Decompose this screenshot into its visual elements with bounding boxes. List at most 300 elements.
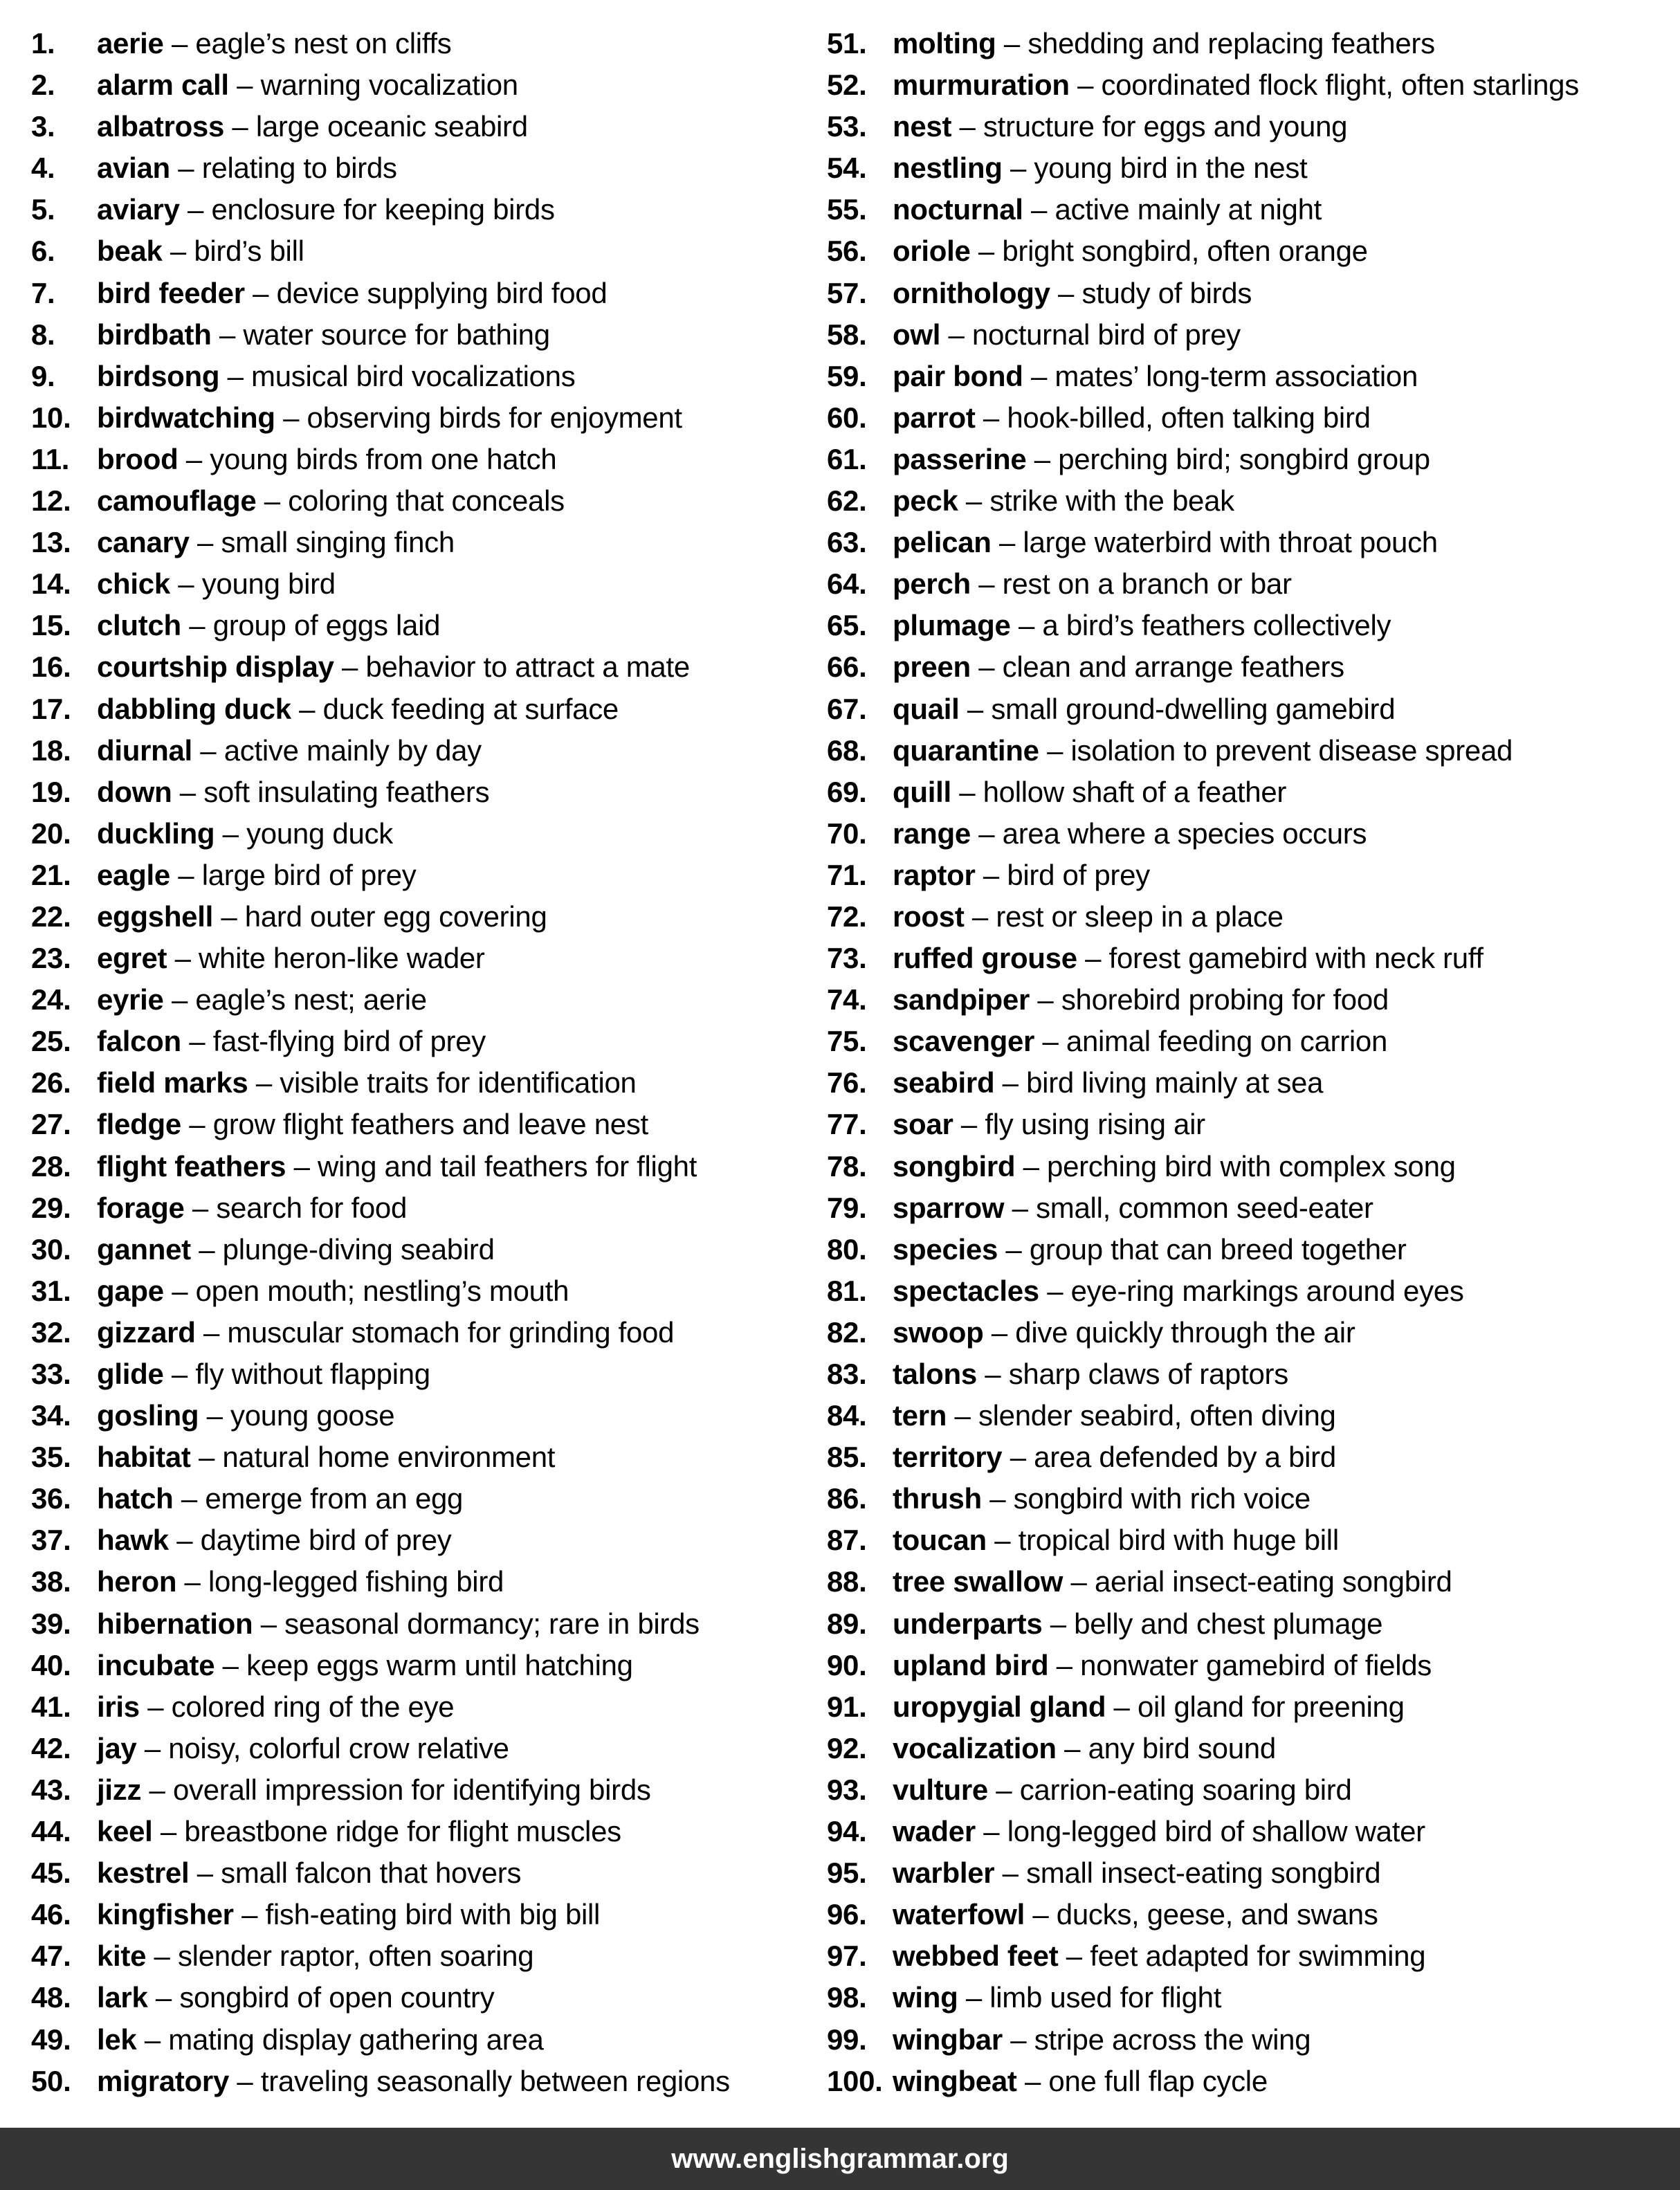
item-term: pair bond [893,359,1023,392]
vocabulary-item [827,66,1579,108]
vocabulary-item [31,648,730,690]
vocabulary-item [827,1023,1579,1064]
item-entry [97,524,455,565]
vocabulary-item [31,1688,730,1730]
item-entry [893,1023,1387,1064]
vocabulary-item [827,732,1579,774]
item-number: 61. [827,442,867,475]
item-definition: group of eggs laid [212,609,441,642]
item-definition: slender raptor, often soaring [177,1940,534,1973]
vocabulary-item [827,1356,1579,1397]
item-term: wingbar [893,2023,1003,2056]
item-number: 30. [31,1232,71,1266]
item-definition: young bird in the nest [1034,152,1308,185]
item-term: nestling [893,152,1003,185]
item-term: birdsong [97,359,220,392]
item-term: quail [893,692,960,725]
item-separator: – [181,609,213,642]
item-number: 77. [827,1108,867,1141]
item-definition: songbird of open country [179,1981,495,2014]
vocabulary-item [827,1730,1579,1771]
item-separator: – [229,2064,261,2097]
item-definition: overall impression for identifying birds [172,1773,651,1806]
item-entry [893,482,1234,524]
item-separator: – [953,1108,985,1141]
item-definition: fish-eating bird with big bill [265,1898,601,1931]
item-term: gosling [97,1399,199,1432]
item-definition: fast-flying bird of prey [212,1025,486,1058]
item-definition: fly without flapping [195,1358,430,1390]
vocabulary-item [31,1314,730,1356]
item-term: murmuration [893,69,1070,102]
item-term: camouflage [97,484,257,518]
item-term: brood [97,442,179,475]
item-term: kite [97,1940,147,1973]
item-definition: young birds from one hatch [210,442,557,475]
item-definition: bird living mainly at sea [1026,1066,1324,1099]
item-entry [97,1522,451,1563]
item-definition: muscular stomach for grinding food [227,1315,675,1349]
item-separator: – [958,484,990,518]
item-number: 90. [827,1648,867,1681]
vocabulary-item [827,1605,1579,1647]
vocabulary-item [31,108,730,149]
item-separator: – [214,816,247,850]
vocabulary-item [31,2063,730,2104]
vocabulary-item [827,940,1579,981]
item-term: forage [97,1191,185,1224]
item-definition: rest or sleep in a place [996,900,1284,933]
item-definition: coloring that conceals [288,484,565,518]
item-entry [893,2063,1268,2104]
item-number: 33. [31,1358,71,1390]
item-number: 32. [31,1315,71,1349]
item-number: 45. [31,1856,71,1890]
item-term: owl [893,318,941,351]
item-entry [97,691,619,732]
item-term: falcon [97,1025,181,1058]
item-term: passerine [893,442,1027,475]
item-term: aerie [97,27,164,60]
vocabulary-item [31,1023,730,1064]
item-entry [893,1896,1378,1937]
item-separator: – [163,983,196,1016]
item-number: 47. [31,1940,71,1973]
item-entry [893,358,1418,399]
item-separator: – [139,1690,172,1723]
item-term: courtship display [97,650,334,684]
item-separator: – [224,110,256,143]
vocabulary-item [827,898,1579,940]
item-separator: – [1023,359,1055,392]
item-separator: – [253,1607,285,1640]
item-entry [97,981,427,1023]
item-entry [893,441,1430,482]
vocabulary-item [31,1813,730,1854]
vocabulary-item [31,149,730,191]
vocabulary-list-left [31,25,730,2104]
item-separator: – [947,1399,978,1432]
vocabulary-item [31,1896,730,1937]
item-number: 21. [31,858,71,891]
item-term: migratory [97,2064,230,2097]
item-number: 83. [827,1358,867,1390]
item-entry [893,1730,1276,1771]
vocabulary-item [31,1605,730,1647]
item-separator: – [228,69,261,102]
item-definition: daytime bird of prey [200,1524,452,1557]
item-number: 72. [827,900,867,933]
item-number: 29. [31,1191,71,1224]
item-definition: search for food [216,1191,408,1224]
vocabulary-item [31,1397,730,1439]
item-definition: small ground-dwelling gamebird [991,692,1396,725]
item-number: 53. [827,110,867,143]
item-entry [97,1023,486,1064]
item-separator: – [1002,152,1034,185]
item-definition: slender seabird, often diving [978,1399,1336,1432]
item-definition: aerial insect-eating songbird [1094,1565,1452,1598]
vocabulary-item [31,774,730,815]
vocabulary-item [827,981,1579,1023]
item-definition: enclosure for keeping birds [211,193,555,226]
item-number: 12. [31,484,71,518]
item-entry [97,1647,633,1688]
item-definition: eagle’s nest; aerie [195,983,427,1016]
item-term: toucan [893,1524,987,1557]
item-term: range [893,816,971,850]
item-entry [97,1813,621,1854]
item-number: 87. [827,1524,867,1557]
item-entry [893,815,1367,857]
item-separator: – [994,1066,1027,1099]
vocabulary-item [827,149,1579,191]
item-number: 6. [31,235,55,268]
item-definition: nonwater gamebird of fields [1080,1648,1432,1681]
item-term: ruffed grouse [893,942,1077,975]
item-definition: active mainly at night [1054,193,1322,226]
item-separator: – [163,1274,196,1307]
item-term: birdbath [97,318,212,351]
item-term: pelican [893,526,992,559]
vocabulary-item [31,1854,730,1896]
item-number: 65. [827,609,867,642]
item-separator: – [1058,1940,1090,1973]
item-separator: – [212,900,245,933]
item-definition: bird of prey [1007,858,1150,891]
item-number: 28. [31,1149,71,1183]
vocabulary-item [827,2021,1579,2063]
item-entry [97,857,416,898]
vocabulary-item [31,66,730,108]
item-entry [893,691,1395,732]
item-number: 82. [827,1315,867,1349]
vocabulary-item [31,898,730,940]
vocabulary-item [827,1563,1579,1605]
vocabulary-item [827,774,1579,815]
vocabulary-item [827,1106,1579,1147]
item-entry [97,358,575,399]
item-definition: natural home environment [222,1441,556,1474]
item-definition: seasonal dormancy; rare in birds [284,1607,700,1640]
item-separator: – [1026,442,1059,475]
item-term: tree swallow [893,1565,1063,1598]
item-entry [97,441,556,482]
item-number: 57. [827,276,867,309]
vocabulary-item [827,1314,1579,1356]
item-number: 2. [31,69,55,102]
item-entry [97,565,336,607]
item-separator: – [958,1981,990,2014]
item-entry [893,399,1371,441]
vocabulary-item [31,1647,730,1688]
item-definition: keep eggs warm until hatching [246,1648,633,1681]
item-separator: – [189,526,221,559]
item-term: bird feeder [97,276,245,309]
item-separator: – [172,775,204,808]
item-definition: breastbone ridge for flight muscles [184,1815,621,1848]
item-term: thrush [893,1482,982,1515]
item-term: birdwatching [97,401,275,434]
item-term: clutch [97,609,181,642]
vocabulary-item [31,482,730,524]
item-term: upland bird [893,1648,1049,1681]
vocabulary-item [31,232,730,274]
item-definition: large bird of prey [201,858,417,891]
item-separator: – [964,900,996,933]
item-entry [893,316,1241,358]
item-number: 78. [827,1149,867,1183]
vocabulary-item [31,2021,730,2063]
item-separator: – [256,484,289,518]
item-separator: – [1002,1441,1034,1474]
item-separator: – [1004,1191,1037,1224]
item-entry [97,940,485,981]
item-separator: – [190,1441,223,1474]
item-definition: sharp claws of raptors [1008,1358,1288,1390]
item-term: field marks [97,1066,248,1099]
item-entry [97,399,682,441]
item-number: 40. [31,1648,71,1681]
item-number: 76. [827,1066,867,1099]
item-separator: – [1010,609,1043,642]
item-entry [893,1439,1336,1480]
item-term: albatross [97,110,225,143]
item-number: 7. [31,276,55,309]
vocabulary-item [827,108,1579,149]
item-number: 81. [827,1274,867,1307]
item-separator: – [195,1315,228,1349]
item-term: roost [893,900,965,933]
item-term: warbler [893,1856,995,1890]
vocabulary-item [827,232,1579,274]
item-separator: – [192,733,224,767]
vocabulary-item [827,1854,1579,1896]
item-entry [893,981,1389,1023]
item-separator: – [998,1232,1030,1266]
item-separator: – [214,1648,247,1681]
item-term: parrot [893,401,976,434]
item-separator: – [219,359,252,392]
item-definition: visible traits for identification [280,1066,637,1099]
item-number: 95. [827,1856,867,1890]
item-separator: – [1048,1648,1081,1681]
item-number: 98. [827,1981,867,2014]
item-definition: belly and chest plumage [1074,1607,1383,1640]
item-number: 27. [31,1108,71,1141]
item-definition: bright songbird, often orange [1002,235,1368,268]
item-number: 56. [827,235,867,268]
item-number: 41. [31,1690,71,1723]
item-separator: – [178,442,210,475]
item-entry [893,1647,1432,1688]
item-term: talons [893,1358,977,1390]
item-term: jay [97,1731,137,1764]
item-entry [97,2063,730,2104]
item-number: 86. [827,1482,867,1515]
item-number: 96. [827,1898,867,1931]
item-definition: young duck [246,816,393,850]
item-term: underparts [893,1607,1043,1640]
item-separator: – [987,1773,1020,1806]
item-separator: – [184,1191,217,1224]
item-entry [97,1356,430,1397]
item-entry [893,2021,1311,2063]
item-entry [97,275,607,316]
item-number: 19. [31,775,71,808]
item-separator: – [959,692,992,725]
vocabulary-item [827,316,1579,358]
item-separator: – [986,1524,1019,1557]
item-separator: – [233,1898,266,1931]
item-definition: small singing finch [221,526,455,559]
item-number: 89. [827,1607,867,1640]
item-term: eyrie [97,983,164,1016]
vocabulary-item [31,1231,730,1272]
vocabulary-item [31,691,730,732]
item-definition: one full flap cycle [1048,2064,1268,2097]
item-number: 54. [827,152,867,185]
item-separator: – [170,567,202,601]
vocabulary-item [31,524,730,565]
item-entry [893,1480,1311,1522]
item-number: 38. [31,1565,71,1598]
item-separator: – [141,1773,173,1806]
item-term: wader [893,1815,976,1848]
item-separator: – [211,318,244,351]
item-separator: – [970,567,1003,601]
item-number: 4. [31,152,55,185]
item-separator: – [983,1315,1016,1349]
item-term: oriole [893,235,971,268]
item-separator: – [168,1524,201,1557]
item-entry [893,1314,1355,1356]
item-separator: – [190,1232,223,1266]
item-definition: long-legged fishing bird [208,1565,504,1598]
item-number: 46. [31,1898,71,1931]
item-term: species [893,1232,998,1266]
item-entry [893,149,1307,191]
item-separator: – [1039,733,1071,767]
vocabulary-item [31,399,730,441]
item-definition: any bird sound [1088,1731,1276,1764]
item-entry [97,1189,407,1231]
item-definition: stripe across the wing [1034,2023,1311,2056]
item-entry [893,857,1150,898]
item-number: 44. [31,1815,71,1848]
item-entry [893,732,1513,774]
item-number: 74. [827,983,867,1016]
item-term: diurnal [97,733,192,767]
vocabulary-item [827,1231,1579,1272]
item-number: 68. [827,733,867,767]
item-separator: – [248,1066,280,1099]
item-entry [893,25,1435,66]
item-entry [893,1189,1373,1231]
item-entry [893,1397,1336,1439]
vocabulary-item [827,1439,1579,1480]
item-entry [97,1439,555,1480]
item-definition: clean and arrange feathers [1002,650,1344,684]
item-number: 48. [31,1981,71,2014]
item-separator: – [189,1856,221,1890]
item-number: 11. [31,442,70,475]
item-definition: wing and tail feathers for flight [318,1149,697,1183]
vocabulary-item [31,1064,730,1106]
vocabulary-item [827,1896,1579,1937]
item-term: vulture [893,1773,988,1806]
item-definition: shedding and replacing feathers [1028,27,1435,60]
item-number: 88. [827,1565,867,1598]
item-term: vocalization [893,1731,1057,1764]
item-term: habitat [97,1441,191,1474]
item-number: 59. [827,359,867,392]
vocabulary-item [827,1480,1579,1522]
item-separator: – [1023,193,1055,226]
item-definition: tropical bird with huge bill [1018,1524,1339,1557]
item-separator: – [951,110,983,143]
item-definition: musical bird vocalizations [251,359,576,392]
vocabulary-item [827,1979,1579,2020]
item-number: 58. [827,318,867,351]
vocabulary-item [827,607,1579,648]
item-number: 31. [31,1274,71,1307]
item-separator: – [176,1565,208,1598]
item-separator: – [136,2023,169,2056]
item-number: 69. [827,775,867,808]
item-definition: study of birds [1081,276,1252,309]
item-number: 35. [31,1441,71,1474]
item-separator: – [291,692,323,725]
item-number: 75. [827,1025,867,1058]
item-number: 49. [31,2023,71,2056]
item-definition: active mainly by day [223,733,482,767]
item-term: hatch [97,1482,174,1515]
item-term: heron [97,1565,177,1598]
item-term: glide [97,1358,164,1390]
item-term: preen [893,650,971,684]
item-entry [97,25,451,66]
item-entry [97,1231,495,1272]
item-number: 79. [827,1191,867,1224]
item-entry [97,1064,637,1106]
item-separator: – [1050,276,1082,309]
vocabulary-item [827,1148,1579,1189]
item-number: 18. [31,733,71,767]
vocabulary-item [827,1688,1579,1730]
item-entry [893,108,1347,149]
vocabulary-item [31,25,730,66]
